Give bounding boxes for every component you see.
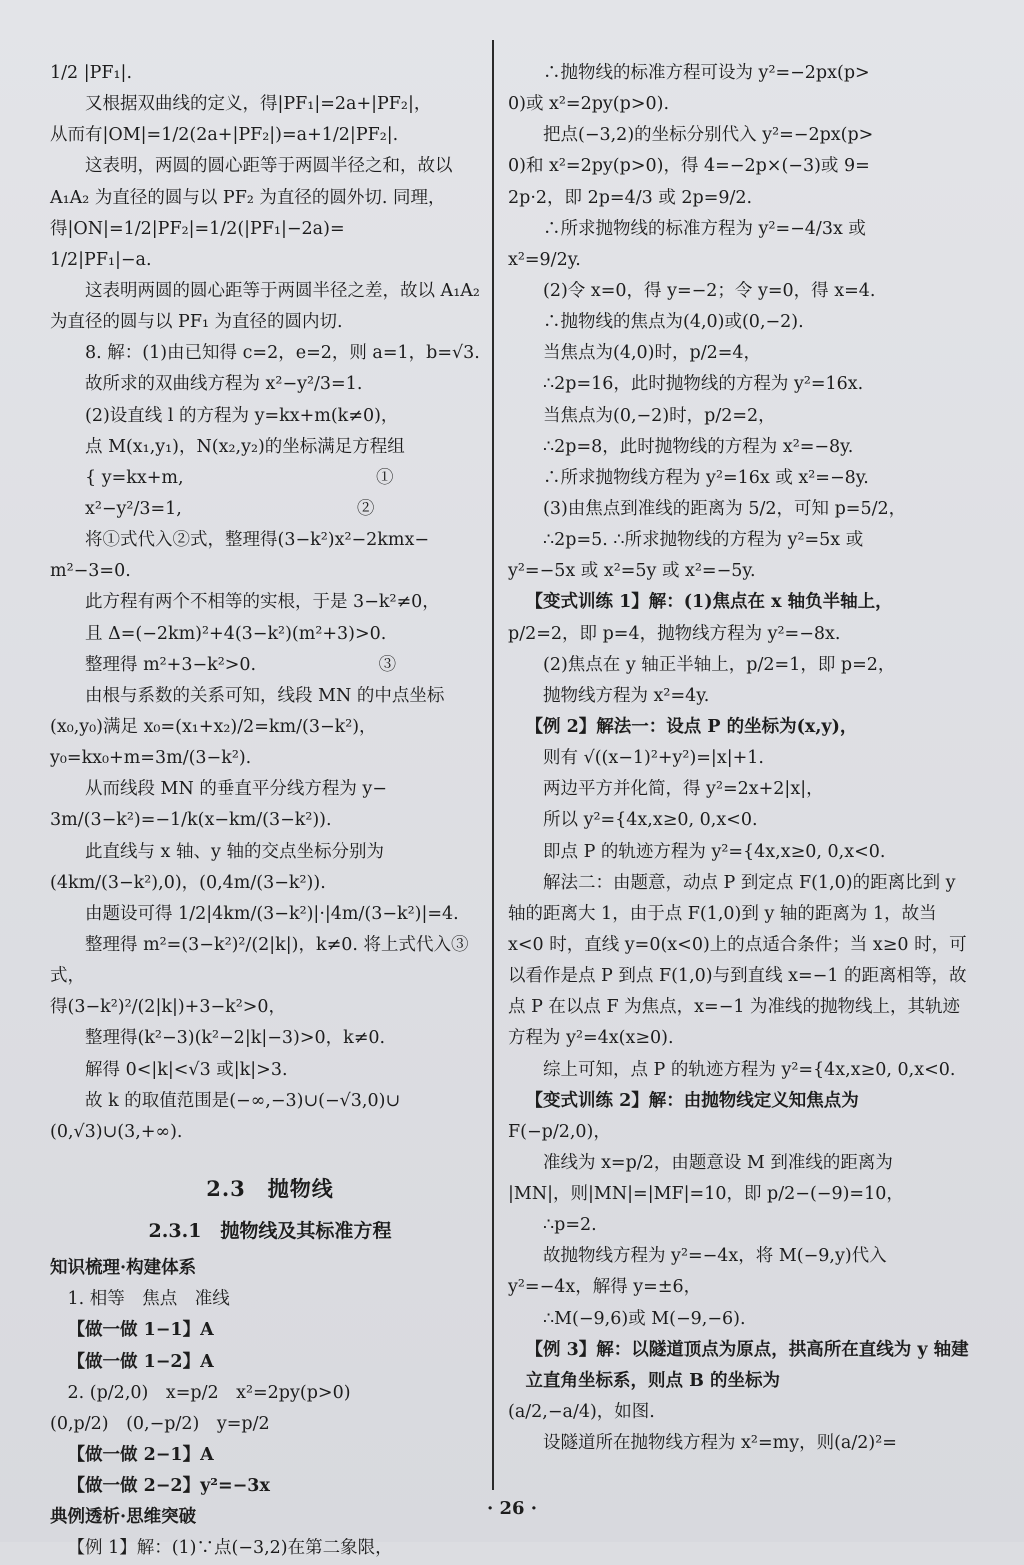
section-title: 2.3 抛物线	[206, 1175, 334, 1201]
exercise-heading: 【例 3】解：以隧道顶点为原点，拱高所在直线为 y 轴建立直角坐标系，则点 B 的坐标为	[525, 1339, 969, 1391]
text-line: 当焦点为(0,−2)时，p/2=2，	[543, 405, 776, 426]
text-line: (a/2,−a/4)，如图.	[508, 1402, 655, 1423]
text-line: ∴抛物线的焦点为(4,0)或(0,−2).	[543, 312, 804, 333]
text-line: 故抛物线方程为 y²=−4x，将 M(−9,y)代入	[543, 1246, 887, 1267]
text-line: (3)由焦点到准线的距离为 5/2，可知 p=5/2，	[543, 498, 907, 519]
text-line: 从而线段 MN 的垂直平分线方程为 y−	[85, 779, 387, 800]
text-line: x²=9/2y.	[508, 249, 581, 270]
text-line: ∴M(−9,6)或 M(−9,−6).	[543, 1308, 746, 1329]
text-line: 故 k 的取值范围是(−∞,−3)∪(−√3,0)∪	[85, 1090, 401, 1111]
exercise-heading: 【变式训练 2】解：由抛物线定义知焦点为	[525, 1090, 859, 1111]
text-line: 1/2|PF₁|−a.	[50, 249, 152, 270]
text-line: 1. 相等 焦点 准线	[67, 1289, 230, 1310]
text-line: 整理得(k²−3)(k²−2|k|−3)>0，k≠0.	[85, 1028, 386, 1049]
text-line: 这表明，两圆的圆心距等于两圆半径之和，故以 A₁A₂ 为直径的圆与以 PF₂ 为直径的圆外切. 同理，得|ON|=1/2|PF₂|=1/2(|PF₁|−2a)=	[50, 156, 453, 239]
text-line: 则有 √((x−1)²+y²)=|x|+1.	[543, 748, 764, 769]
text-line: 当焦点为(4,0)时，p/2=4，	[543, 343, 762, 364]
text-line: 3m/(3−k²)=−1/k(x−km/(3−k²)).	[50, 810, 332, 831]
text-line: y²=−4x，解得 y=±6，	[508, 1277, 702, 1298]
section-heading: 知识梳理·构建体系	[50, 1258, 197, 1279]
text-line: 即点 P 的轨迹方程为 y²={4x,x≥0, 0,x<0.	[543, 841, 886, 862]
text-line: 所以 y²={4x,x≥0, 0,x<0.	[543, 810, 758, 831]
right-column	[508, 58, 974, 1459]
text-line: (2)设直线 l 的方程为 y=kx+m(k≠0)，	[85, 405, 399, 426]
text-line: (2)焦点在 y 轴正半轴上，p/2=1，即 p=2，	[543, 654, 896, 675]
text-line: 解得 0<|k|<√3 或|k|>3.	[85, 1059, 288, 1080]
text-line: y²=−5x 或 x²=5y 或 x²=−5y.	[508, 561, 756, 582]
text-line: 2p·2，即 2p=4/3 或 2p=9/2.	[508, 187, 753, 208]
text-line: p/2=2，即 p=4，抛物线方程为 y²=−8x.	[508, 623, 841, 644]
text-line: ∴2p=5. ∴所求抛物线的方程为 y²=5x 或	[543, 530, 864, 551]
subsection-title: 2.3.1 抛物线及其标准方程	[148, 1220, 392, 1243]
text-line: 1/2 |PF₁|.	[50, 63, 133, 83]
equation-system-line: { y=kx+m, ①	[85, 467, 394, 488]
text-line: 2. (p/2,0) x=p/2 x²=2py(p>0)	[67, 1382, 351, 1403]
text-line: (x₀,y₀)满足 x₀=(x₁+x₂)/2=km/(3−k²)，y₀=kx₀+m=3m/(3−k²).	[50, 716, 377, 769]
exercise-answer: 【做一做 1−1】A	[67, 1320, 214, 1341]
text-line: 整理得 m²=(3−k²)²/(2|k|)，k≠0. 将上式代入③式，	[50, 934, 469, 987]
text-line: 准线为 x=p/2，由题意设 M 到准线的距离为	[543, 1152, 893, 1173]
text-line: 且 Δ=(−2km)²+4(3−k²)(m²+3)>0.	[85, 623, 387, 644]
exercise-answer: 【做一做 1−2】A	[67, 1351, 214, 1372]
text-line: (0,√3)∪(3,+∞).	[50, 1121, 183, 1142]
text-line: 设隧道所在抛物线方程为 x²=my，则(a/2)²=	[543, 1433, 897, 1454]
text-line: 0)或 x²=2py(p>0).	[508, 94, 670, 115]
text-line: (0,p/2) (0,−p/2) y=p/2	[50, 1413, 270, 1434]
text-line: 点 M(x₁,y₁)，N(x₂,y₂)的坐标满足方程组	[85, 436, 405, 457]
text-line: 综上可知，点 P 的轨迹方程为 y²={4x,x≥0, 0,x<0.	[543, 1059, 956, 1080]
exercise-heading: 【变式训练 1】解：(1)焦点在 x 轴负半轴上，	[525, 592, 893, 613]
section-heading: 典例透析·思维突破	[50, 1507, 197, 1528]
text-line: 将①式代入②式，整理得(3−k²)x²−2kmx−	[85, 530, 429, 551]
text-line: 这表明两圆的圆心距等于两圆半径之差，故以 A₁A₂ 为直径的圆与以 PF₁ 为直径的圆内切.	[50, 280, 480, 333]
page-number: · 26 ·	[486, 1498, 538, 1519]
text-line: 把点(−3,2)的坐标分别代入 y²=−2px(p>	[543, 125, 874, 146]
text-line: |MN|，则|MN|=|MF|=10，即 p/2−(−9)=10，	[508, 1184, 904, 1205]
column-divider	[492, 40, 494, 1490]
text-line: 解法二：由题意，动点 P 到定点 F(1,0)的距离比到 y 轴的距离大 1，由于点 F(1,0)到 y 轴的距离为 1，故当 x<0 时，直线 y=0(x<0)上的点适合条件；当 x≥0 时，可以看作是点 P 到点 F(1,0)与到直线 x=−1 的距离相等，故点 P 在以点 F 为焦点，x=−1 为准线的抛物线上，其轨迹方程为 y²=4x(x≥0).	[508, 872, 967, 1049]
text-line: m²−3=0.	[50, 561, 131, 582]
exercise-answer: 【做一做 2−2】y²=−3x	[67, 1476, 270, 1497]
text-line: 从而有|OM|=1/2(2a+|PF₂|)=a+1/2|PF₂|.	[50, 125, 399, 146]
text-line: 8. 解：(1)由已知得 c=2，e=2，则 a=1，b=√3.	[85, 343, 480, 364]
text-line: 【例 1】解：(1)∵点(−3,2)在第二象限，	[67, 1538, 393, 1559]
text-line: ∴p=2.	[543, 1215, 597, 1236]
text-line: 得(3−k²)²/(2|k|)+3−k²>0，	[50, 997, 287, 1018]
text-line: (2)令 x=0，得 y=−2；令 y=0，得 x=4.	[543, 280, 876, 301]
text-line: ∴抛物线的标准方程可设为 y²=−2px(p>	[543, 63, 870, 83]
text-line: 由根与系数的关系可知，线段 MN 的中点坐标	[85, 685, 445, 706]
text-line: 抛物线方程为 x²=4y.	[543, 685, 710, 706]
text-line: 此方程有两个不相等的实根，于是 3−k²≠0，	[85, 592, 440, 613]
text-line: F(−p/2,0)，	[508, 1121, 611, 1142]
text-line: ∴2p=8，此时抛物线的方程为 x²=−8y.	[543, 436, 854, 457]
exercise-answer: 【做一做 2−1】A	[67, 1444, 214, 1465]
exercise-heading: 【例 2】解法一：设点 P 的坐标为(x,y)，	[525, 716, 858, 737]
text-line: ∴所求抛物线的标准方程为 y²=−4/3x 或	[543, 218, 866, 239]
text-line: ∴2p=16，此时抛物线的方程为 y²=16x.	[543, 374, 864, 395]
text-line: (4km/(3−k²),0)，(0,4m/(3−k²)).	[50, 872, 326, 893]
text-line: 整理得 m²+3−k²>0. ③	[85, 654, 397, 675]
text-line: 0)和 x²=2py(p>0)，得 4=−2p×(−3)或 9=	[508, 156, 870, 177]
text-line: 又根据双曲线的定义，得|PF₁|=2a+|PF₂|，	[85, 94, 432, 115]
left-column	[50, 58, 490, 1565]
text-line: 两边平方并化简，得 y²=2x+2|x|，	[543, 779, 824, 800]
text-line: ∴所求抛物线方程为 y²=16x 或 x²=−8y.	[543, 467, 869, 488]
text-line: 由题设可得 1/2|4km/(3−k²)|·|4m/(3−k²)|=4.	[85, 903, 459, 924]
equation-system-line: x²−y²/3=1, ②	[85, 498, 375, 519]
text-line: 故所求的双曲线方程为 x²−y²/3=1.	[85, 374, 363, 395]
text-line: 此直线与 x 轴、y 轴的交点坐标分别为	[85, 841, 384, 862]
